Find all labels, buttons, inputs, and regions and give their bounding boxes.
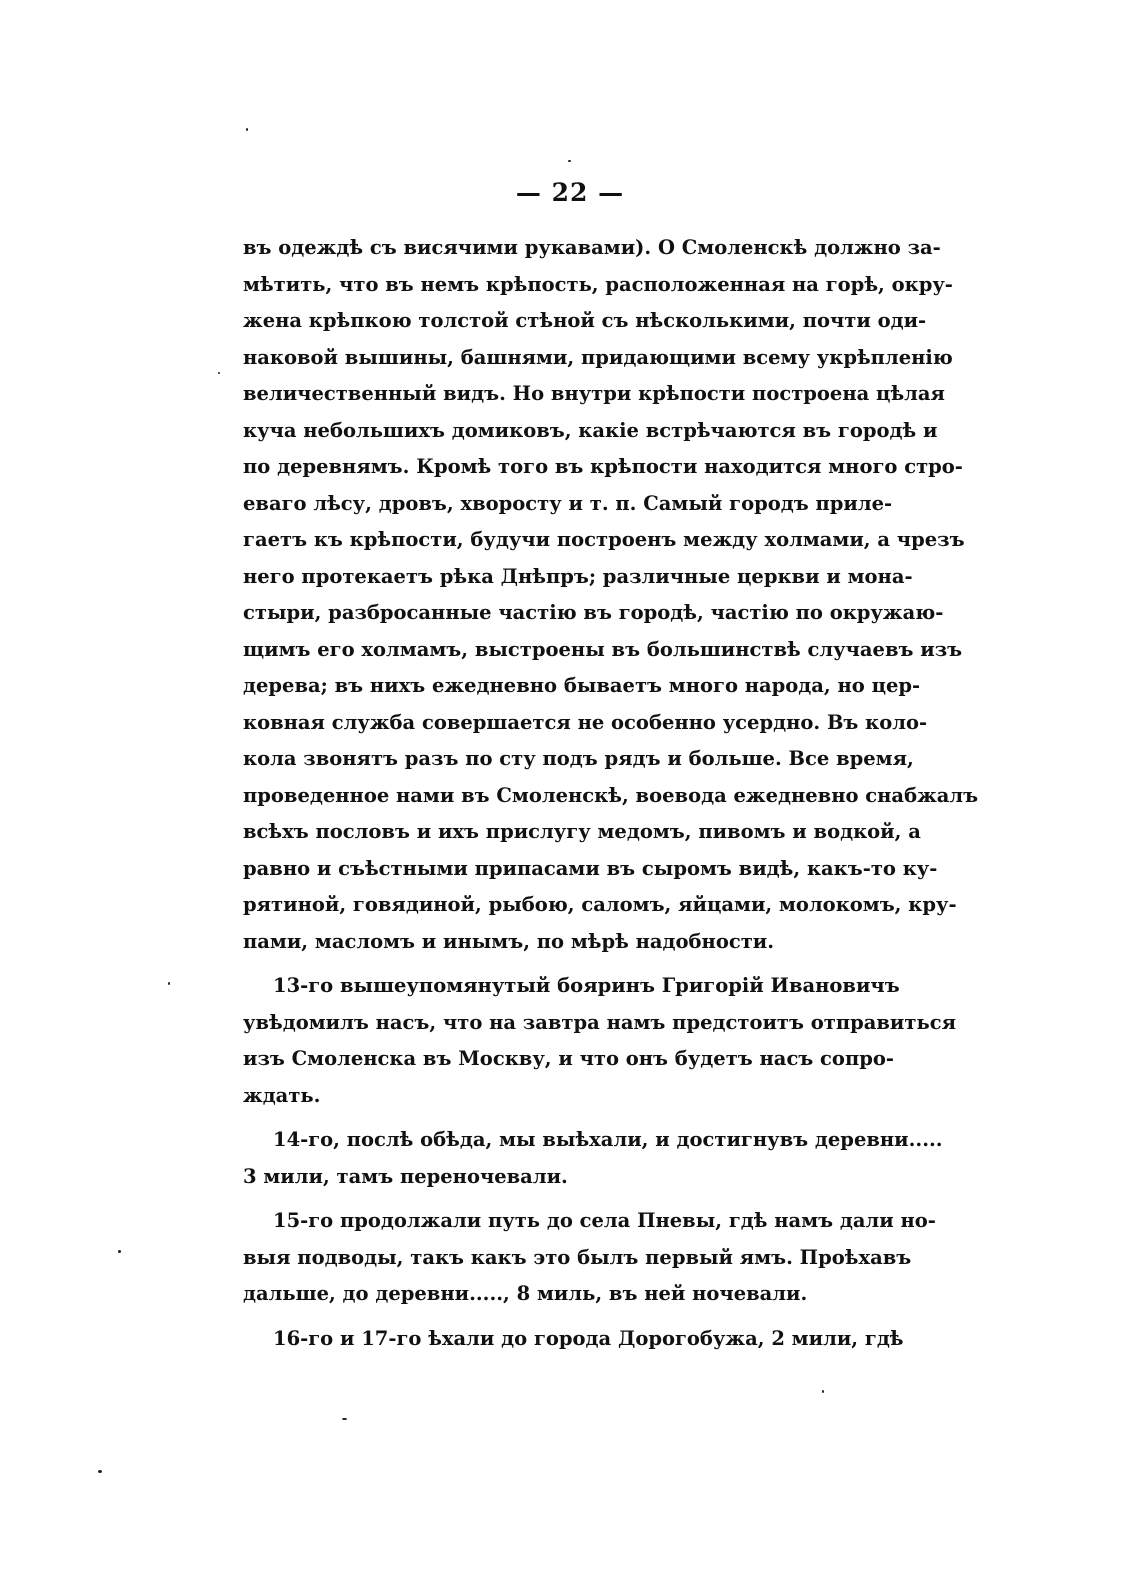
paragraph (243, 1122, 943, 1195)
text-line: дерева; въ нихъ ежедневно бываетъ много народа, но цер- (243, 674, 921, 697)
text-line: него протекаетъ рѣка Днѣпръ; различные церкви и мона- (243, 564, 913, 588)
text-line: гаетъ къ крѣпости, будучи построенъ между холмами, а чрезъ (243, 528, 965, 551)
scan-speck (118, 1250, 121, 1253)
text-line: выя подводы, такъ какъ это былъ первый ямъ. Проѣхавъ (243, 1245, 912, 1269)
text-line: мѣтить, что въ немъ крѣпость, расположенная на горѣ, окру- (243, 272, 953, 296)
text-line: увѣдомилъ насъ, что на завтра намъ предстоитъ отправиться (243, 1010, 956, 1034)
text-line: въ одеждѣ съ висячими рукавами). О Смоленскѣ должно за- (243, 236, 941, 259)
text-line: проведенное нами въ Смоленскѣ, воевода ежедневно снабжалъ (243, 783, 979, 807)
text-line: 13-го вышеупомянутый бояринъ Григорій Ивановичъ (273, 974, 900, 997)
text-line: еваго лѣсу, дровъ, хворосту и т. п. Самый городъ прилe- (243, 491, 893, 515)
paragraph (243, 968, 956, 1114)
text-line: 16-го и 17-го ѣхали до города Дорогобужа, 2 мили, гдѣ (273, 1326, 904, 1350)
text-line: ждать. (243, 1083, 321, 1107)
scan-speck (568, 160, 571, 162)
text-line: всѣхъ пословъ и ихъ прислугу медомъ, пивомъ и водкой, а (243, 820, 921, 843)
text-block (243, 230, 979, 1357)
text-line: куча небольшихъ домиковъ, какіе встрѣчаются въ городѣ и (243, 418, 938, 442)
text-line: изъ Смоленска въ Москву, и что онъ будетъ насъ сопро- (243, 1047, 894, 1070)
text-line: пами, масломъ и инымъ, по мѣрѣ надобности. (243, 929, 775, 953)
text-line: дальше, до деревни....., 8 миль, въ ней ночевали. (243, 1282, 808, 1305)
text-line: равно и съѣстными припасами въ сыромъ видѣ, какъ-то ку- (243, 856, 938, 880)
text-line: рятиной, говядиной, рыбою, саломъ, яйцами, молокомъ, кру- (243, 893, 957, 916)
page-number: — 22 — (515, 178, 625, 207)
text-line: щимъ его холмамъ, выстроены въ большинствѣ случаевъ изъ (243, 637, 963, 661)
scan-speck (822, 1390, 824, 1393)
scan-speck (246, 128, 248, 131)
paragraph (243, 230, 979, 960)
scan-speck (218, 372, 220, 374)
text-line: кола звонятъ разъ по сту подъ рядъ и больше. Все время, (243, 747, 914, 770)
text-line: величественный видъ. Но внутри крѣпости построена цѣлая (243, 382, 945, 405)
paragraph (243, 1321, 904, 1358)
text-line: по деревнямъ. Кромѣ того въ крѣпости находится много стро- (243, 455, 963, 478)
text-line: стыри, разбросанные частію въ городѣ, частію по окружаю- (243, 601, 944, 624)
text-line: 15-го продолжали путь до села Пневы, гдѣ намъ дали но- (273, 1209, 936, 1232)
scan-speck (168, 982, 170, 985)
text-line: 14-го, послѣ обѣда, мы выѣхали, и достигнувъ деревни..... (273, 1128, 943, 1151)
scan-speck (342, 1418, 347, 1420)
scan-speck (98, 1470, 102, 1473)
text-line: наковой вышины, башнями, придающими всему укрѣпленію (243, 345, 953, 369)
paragraph (243, 1203, 936, 1313)
text-line: жена крѣпкою толстой стѣной съ нѣсколькими, почти оди- (243, 309, 927, 332)
text-line: 3 мили, тамъ переночевали. (243, 1164, 568, 1188)
text-line: ковная служба совершается не особенно усердно. Въ коло- (243, 710, 928, 734)
